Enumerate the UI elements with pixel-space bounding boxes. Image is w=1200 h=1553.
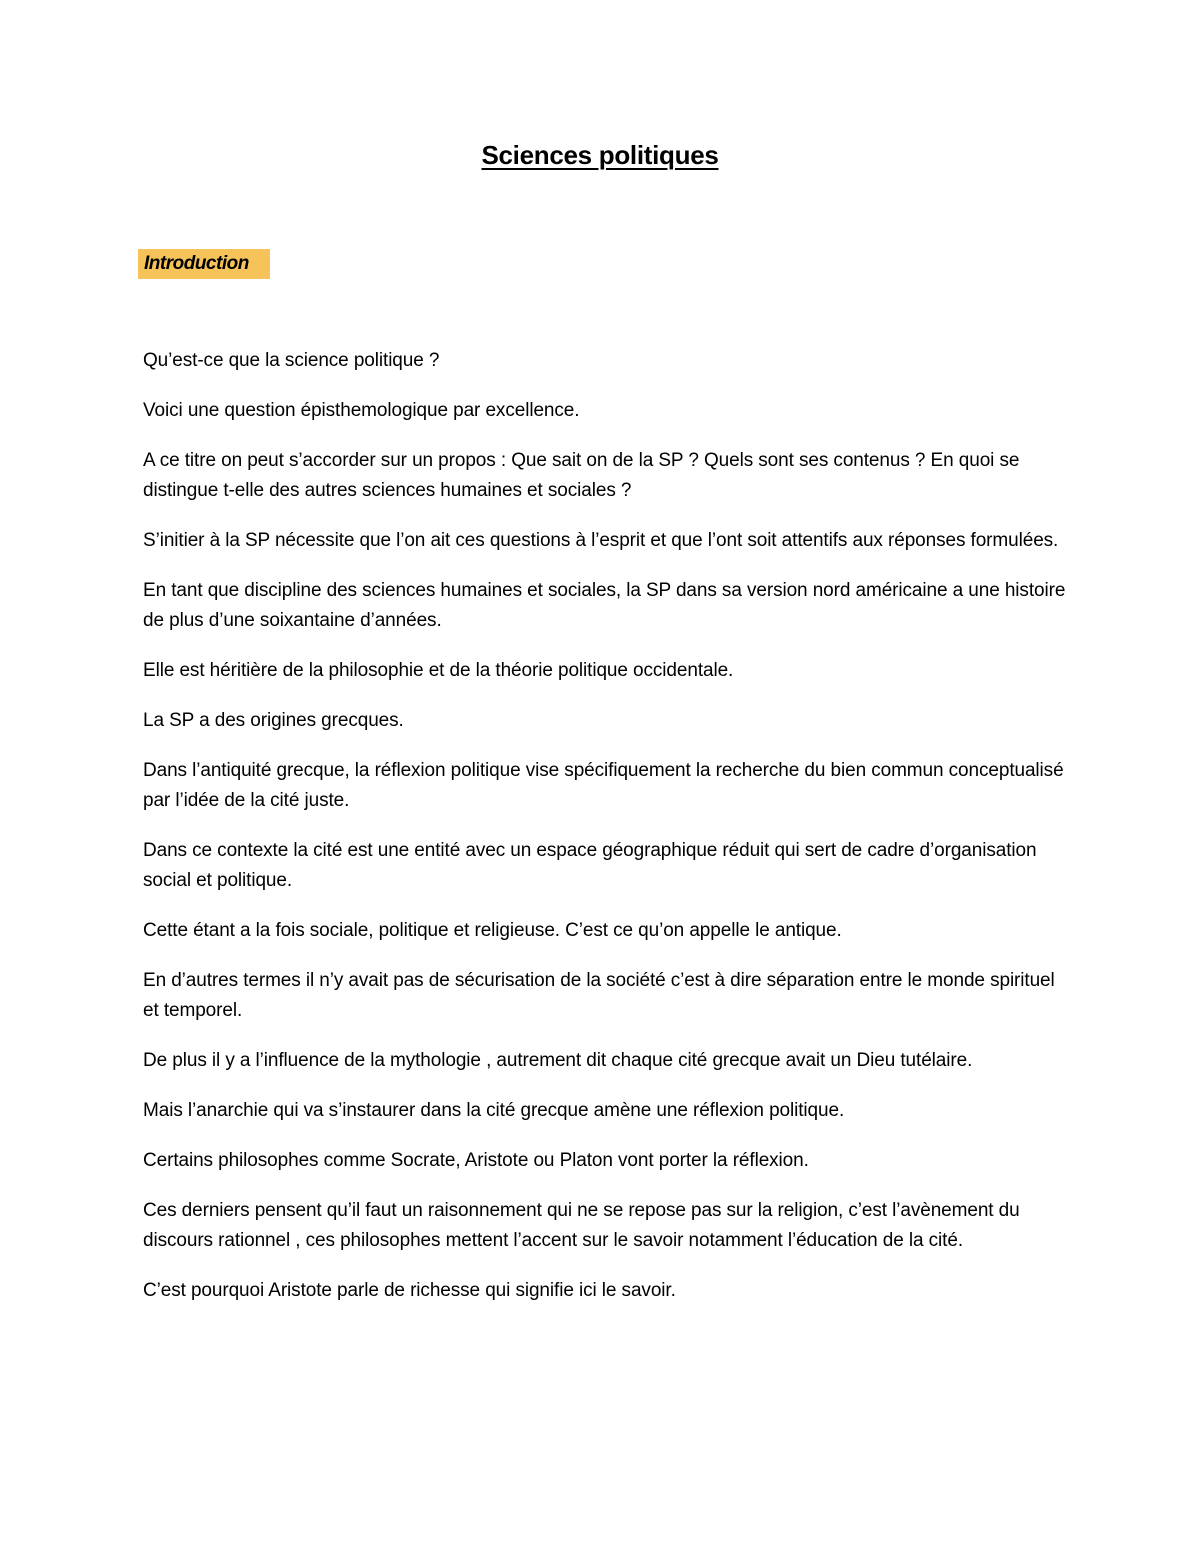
document-title: Sciences politiques bbox=[481, 140, 719, 170]
paragraph: Dans ce contexte la cité est une entité avec un espace géographique réduit qui sert de cadre d’organisation social et politique. bbox=[143, 840, 1037, 891]
section-heading-introduction: Introduction bbox=[138, 249, 270, 279]
paragraph: C’est pourquoi Aristote parle de richesse qui signifie ici le savoir. bbox=[143, 1280, 676, 1301]
paragraph: Ces derniers pensent qu’il faut un raisonnement qui ne se repose pas sur la religion, c’est l’avènement du discours rationnel , ces philosophes mettent l’accent sur le savoir notamment l’éducation de la cité. bbox=[143, 1200, 1020, 1251]
paragraph: S’initier à la SP nécessite que l’on ait ces questions à l’esprit et que l’ont soit attentifs aux réponses formulées. bbox=[143, 530, 1059, 551]
paragraph: Elle est héritière de la philosophie et de la théorie politique occidentale. bbox=[143, 660, 734, 681]
paragraph: Mais l’anarchie qui va s’instaurer dans la cité grecque amène une réflexion politique. bbox=[143, 1100, 845, 1121]
paragraph: Dans l’antiquité grecque, la réflexion politique vise spécifiquement la recherche du bien commun conceptualisé par l’idée de la cité juste. bbox=[143, 760, 1064, 811]
paragraph: En d’autres termes il n’y avait pas de sécurisation de la société c’est à dire séparation entre le monde spirituel et temporel. bbox=[143, 970, 1055, 1021]
paragraph: Qu’est-ce que la science politique ? bbox=[143, 350, 440, 371]
paragraph: En tant que discipline des sciences humaines et sociales, la SP dans sa version nord américaine a une histoire de plus d’une soixantaine d’années. bbox=[143, 580, 1066, 631]
paragraph: Voici une question épisthemologique par excellence. bbox=[143, 400, 580, 421]
paragraph: Certains philosophes comme Socrate, Aristote ou Platon vont porter la réflexion. bbox=[143, 1150, 809, 1171]
document-body bbox=[143, 346, 1073, 1326]
paragraph: A ce titre on peut s’accorder sur un propos : Que sait on de la SP ? Quels sont ses contenus ? En quoi se distingue t-elle des autres sciences humaines et sociales ? bbox=[143, 450, 1020, 501]
paragraph: Cette étant a la fois sociale, politique et religieuse. C’est ce qu’on appelle le antique. bbox=[143, 920, 842, 941]
paragraph: La SP a des origines grecques. bbox=[143, 710, 404, 731]
paragraph: De plus il y a l’influence de la mythologie , autrement dit chaque cité grecque avait un Dieu tutélaire. bbox=[143, 1050, 973, 1071]
